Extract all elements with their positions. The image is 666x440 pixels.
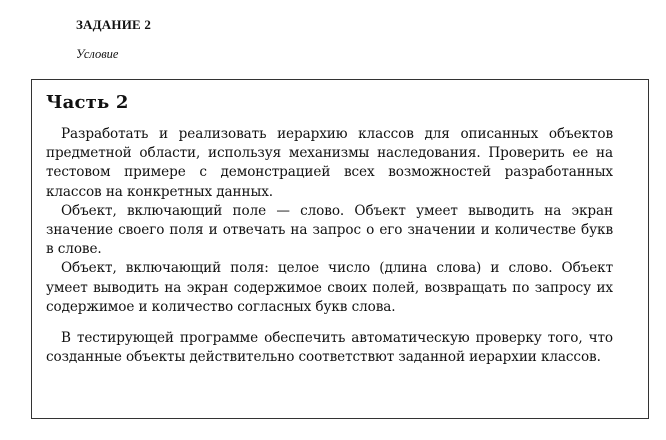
paragraph-testing: В тестирующей программе обеспечить автоматическую проверку того, что созданные объекты действительно соответствют заданной иерархии классов. (46, 330, 613, 366)
task-statement-text (46, 125, 613, 367)
paragraph-goal: Разработать и реализовать иерархию классов для описанных объектов предметной области, используя механизмы наследования. Проверить ее на тестовом примере с демонстрацией всех возможностей разработанных классов на конкретных данных. (46, 126, 613, 200)
paragraph-object-1: Объект, включающий поле — слово. Объект умеет выводить на экран значение своего поля и отвечать на запрос о его значении и количестве букв в слове. (46, 202, 613, 258)
part-heading: Часть 2 (46, 92, 129, 113)
task-title: ЗАДАНИЕ 2 (76, 17, 152, 32)
task-subtitle: Условие (76, 47, 119, 61)
task-statement-box (31, 79, 649, 419)
paragraph-object-2: Объект, включающий поля: целое число (длина слова) и слово. Объект умеет выводить на экран содержимое своих полей, возвращать по запросу их содержимое и количество согласных букв слова. (46, 260, 613, 315)
